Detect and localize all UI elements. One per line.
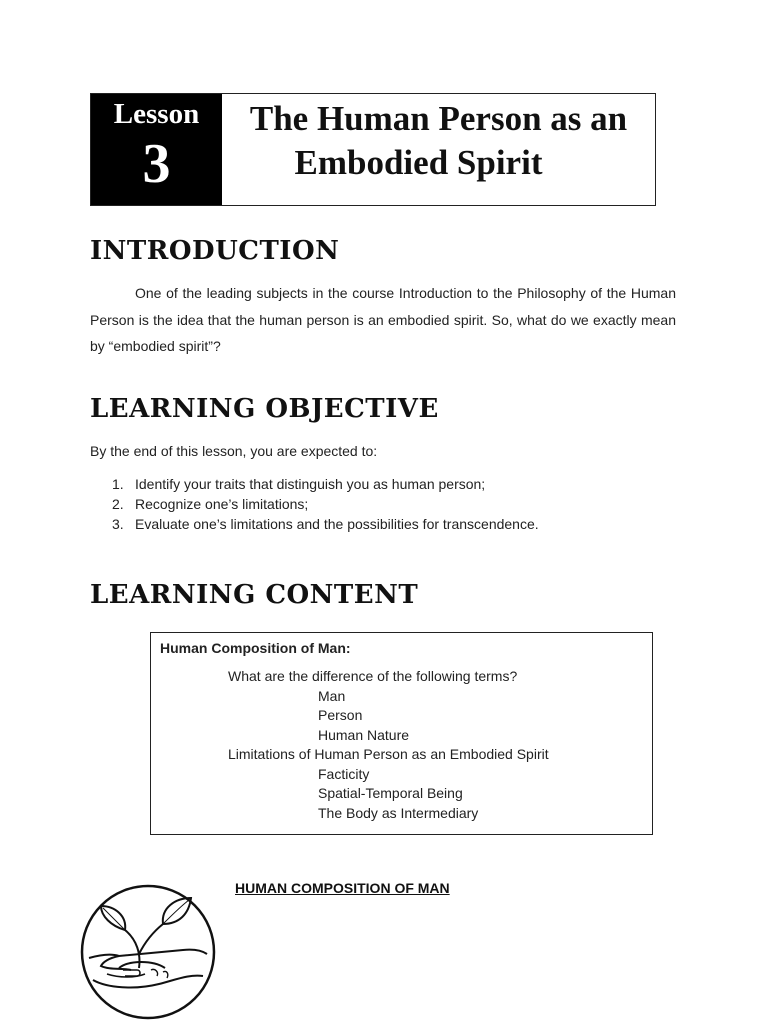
- list-text: Recognize one’s limitations;: [135, 496, 309, 512]
- content-heading: LEARNING CONTENT: [90, 580, 419, 610]
- content-outline-box: [150, 632, 653, 835]
- list-number: 3.: [112, 516, 124, 532]
- outline-title: Human Composition of Man:: [160, 640, 351, 656]
- objective-heading: LEARNING OBJECTIVE: [90, 394, 439, 424]
- lesson-number: 3: [142, 133, 171, 195]
- lesson-tab: [91, 94, 222, 205]
- list-item: [112, 494, 539, 514]
- objective-list: [112, 474, 539, 534]
- lesson-title-line-1: The Human Person as an: [249, 99, 628, 138]
- introduction-heading: INTRODUCTION: [90, 236, 340, 266]
- outline-item: Person: [318, 707, 363, 723]
- list-item: [112, 514, 539, 534]
- introduction-text: One of the leading subjects in the course Introduction to the Philosophy of the Human Person is the idea that the human person is an embodied spirit. So, what do we exactly mean by “embodied spirit”?: [90, 285, 676, 354]
- outline-item: Facticity: [318, 765, 370, 782]
- list-text: Identify your traits that distinguish you as human person;: [135, 476, 486, 492]
- list-item: [112, 474, 539, 494]
- list-number: 1.: [112, 476, 124, 492]
- lesson-label: Lesson: [113, 98, 200, 130]
- outline-item: What are the difference of the following terms?: [228, 668, 518, 684]
- outline-item: Human Nature: [318, 726, 410, 743]
- list-number: 2.: [112, 496, 124, 512]
- lesson-title: [222, 94, 655, 205]
- composition-subheading: HUMAN COMPOSITION OF MAN: [235, 880, 450, 896]
- list-text: Evaluate one’s limitations and the possibilities for transcendence.: [135, 516, 539, 532]
- outline-item: Man: [318, 687, 346, 704]
- objective-lead: By the end of this lesson, you are expected to:: [90, 443, 378, 459]
- outline-item: The Body as Intermediary: [318, 804, 479, 821]
- outline-item: Spatial-Temporal Being: [318, 785, 463, 801]
- outline-item: Limitations of Human Person as an Embodied Spirit: [228, 746, 549, 762]
- introduction-paragraph: [90, 280, 676, 360]
- hand-holding-plant-icon: [79, 884, 217, 1020]
- lesson-title-line-2: Embodied Spirit: [294, 143, 543, 182]
- lesson-header: [90, 93, 656, 206]
